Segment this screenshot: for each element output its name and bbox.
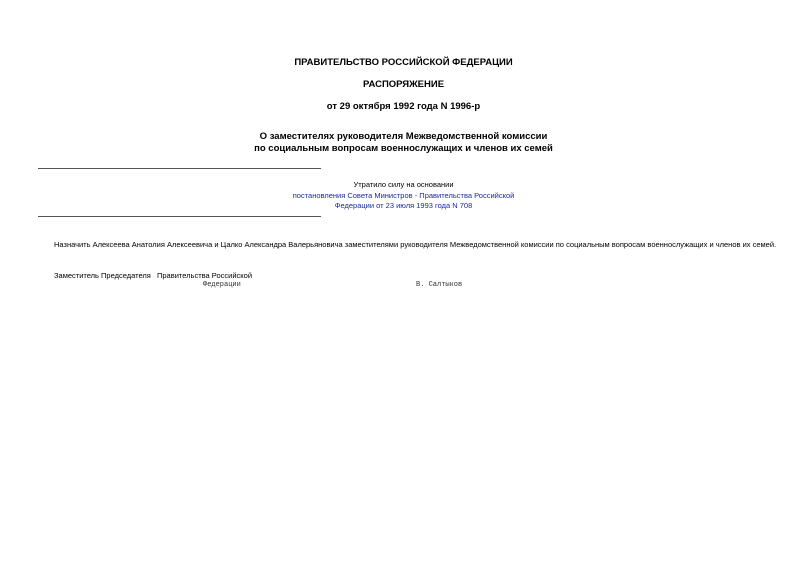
signature-position-part-3: Федерации [203, 281, 241, 289]
repeal-link-line-2[interactable]: Федерации от 23 июля 1993 года N 708 [334, 201, 473, 210]
government-heading: ПРАВИТЕЛЬСТВО РОССИЙСКОЙ ФЕДЕРАЦИИ [294, 57, 513, 68]
divider-bottom [38, 216, 321, 217]
document-date-number: от 29 октября 1992 года N 1996-р [326, 101, 481, 112]
signatory-name: В. Салтыков [416, 281, 463, 289]
status-note-text: Утратило силу на основании [353, 180, 454, 189]
body-paragraph: Назначить Алексеева Анатолия Алексеевича и Цалко Александра Валерьяновича заместителями руководителя Межведомственной комиссии по социальным вопросам военнослужащих и членов их семей. [54, 240, 777, 249]
document-title-line-2: по социальным вопросам военнослужащих и членов их семей [254, 143, 553, 154]
signature-position-part-1: Заместитель Председателя [54, 271, 151, 280]
repeal-link-line-1[interactable]: постановления Совета Министров - Правительства Российской [292, 191, 515, 200]
document-type: РАСПОРЯЖЕНИЕ [362, 79, 445, 90]
signature-position-part-2: Правительства Российской [157, 271, 253, 280]
divider-top [38, 168, 321, 169]
document-title-line-1: О заместителях руководителя Межведомственной комиссии [259, 131, 548, 142]
